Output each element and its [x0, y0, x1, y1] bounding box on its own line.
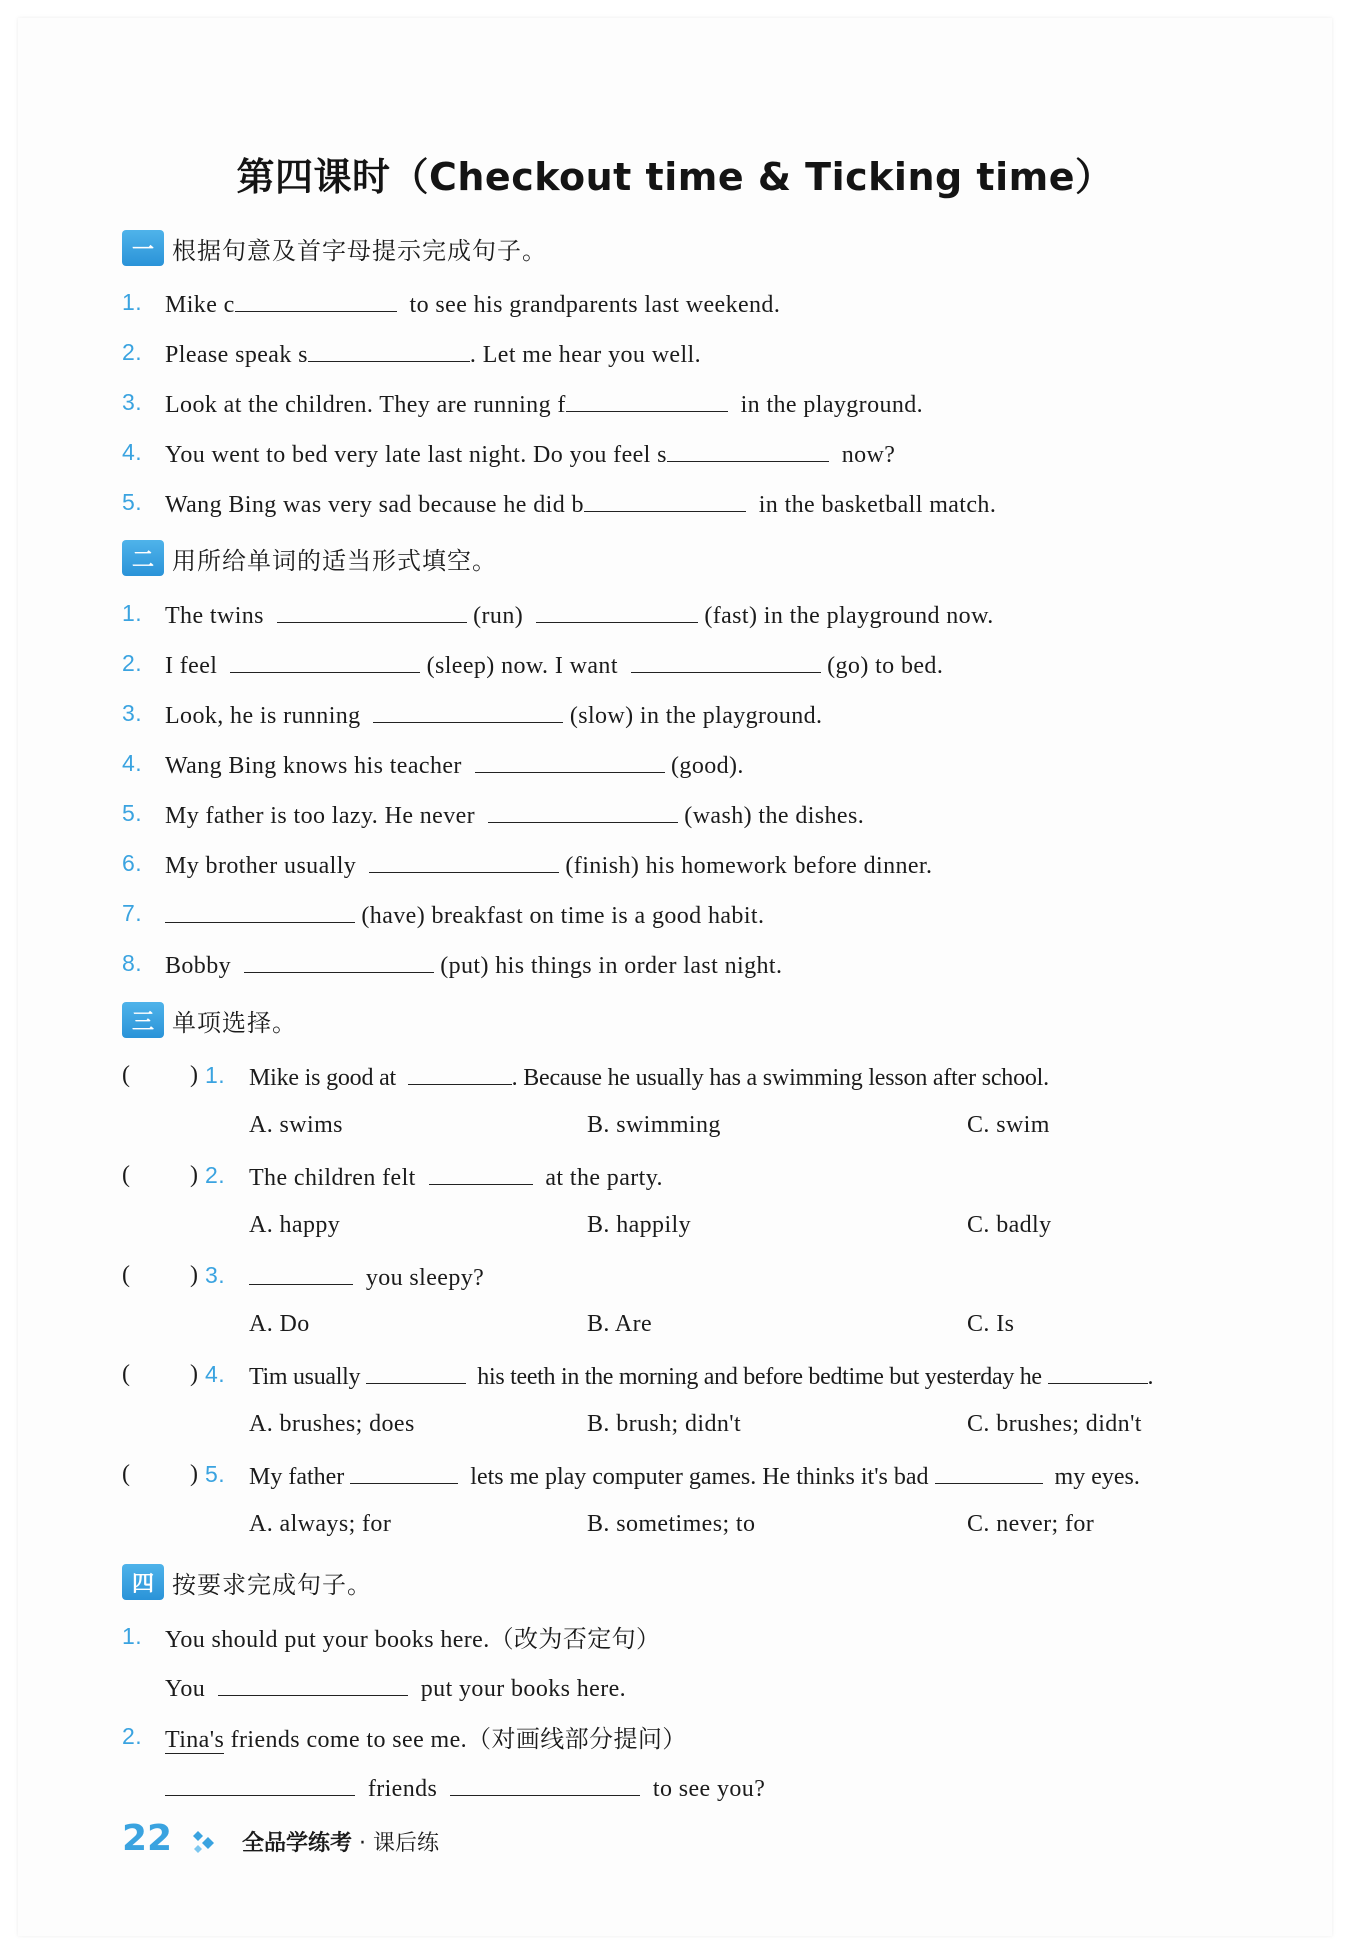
- question-text-b: to see his grandparents last weekend.: [409, 292, 781, 318]
- answer-text-b: put your books here.: [420, 1676, 627, 1702]
- question-text-b: (wash) the dishes.: [684, 803, 865, 829]
- answer-blank[interactable]: [218, 1669, 408, 1696]
- answer-blank[interactable]: [566, 385, 728, 412]
- question-text-c: (go) to bed.: [827, 653, 944, 679]
- answer-paren-close: ): [190, 1261, 199, 1288]
- option-a[interactable]: A. always; for: [249, 1510, 392, 1537]
- option-c[interactable]: C. badly: [967, 1211, 1052, 1238]
- question-text: [165, 596, 994, 630]
- question-number: 2.: [122, 338, 142, 365]
- question-text-b: (put) his things in order last night.: [440, 953, 783, 979]
- option-b[interactable]: B. happily: [587, 1211, 691, 1238]
- question-text: You should put your books here.（改为否定句）: [165, 1626, 661, 1653]
- question-text-a: My brother usually: [165, 853, 357, 879]
- option-b[interactable]: B. brush; didn't: [587, 1410, 742, 1437]
- question-text: [165, 385, 923, 419]
- answer-paren-open[interactable]: (: [122, 1061, 131, 1088]
- answer-paren-open[interactable]: (: [122, 1161, 131, 1188]
- section-4-header: [122, 1562, 372, 1602]
- section-title: 单项选择。: [172, 1008, 297, 1037]
- answer-blank[interactable]: [631, 646, 821, 673]
- page-title: 第四课时（Checkout time & Ticking time）: [236, 155, 1114, 199]
- question-text-a: Mike c: [165, 292, 235, 318]
- section-3-header: [122, 1000, 297, 1040]
- answer-blank[interactable]: [488, 796, 678, 823]
- answer-blank[interactable]: [277, 596, 467, 623]
- question-text-b: . Because he usually has a swimming lesson after school.: [511, 1065, 1049, 1091]
- question-number: 1.: [122, 599, 142, 626]
- answer-blank[interactable]: [373, 696, 563, 723]
- underlined-word: Tina's: [165, 1726, 225, 1753]
- section-1-header: [122, 228, 547, 268]
- question-text-a: My father is too lazy. He never: [165, 803, 476, 829]
- question-text: [165, 485, 996, 519]
- page-number: 22: [122, 1818, 173, 1859]
- section-title: 根据句意及首字母提示完成句子。: [172, 236, 547, 265]
- question-number: 4.: [122, 438, 142, 465]
- question-text-a: My father: [249, 1464, 345, 1490]
- answer-blank[interactable]: [249, 1258, 353, 1285]
- option-c[interactable]: C. brushes; didn't: [967, 1410, 1142, 1437]
- question-number: 2.: [122, 1722, 142, 1749]
- question-text: [165, 335, 701, 369]
- answer-blank[interactable]: [475, 746, 665, 773]
- question-text-a: I feel: [165, 653, 218, 679]
- question-text-b: in the basketball match.: [758, 492, 997, 518]
- section-badge: 一: [122, 230, 164, 266]
- question-text: [165, 946, 782, 980]
- section-badge: 四: [122, 1564, 164, 1600]
- question-number: 2.: [122, 649, 142, 676]
- answer-line: [165, 1669, 626, 1703]
- question-number: 5.: [205, 1460, 225, 1487]
- question-number: 4.: [122, 749, 142, 776]
- question-text-b: . Let me hear you well.: [469, 342, 702, 368]
- question-number: 1.: [122, 1622, 142, 1649]
- option-b[interactable]: B. Are: [587, 1310, 653, 1337]
- question-text-c: .: [1147, 1364, 1154, 1390]
- answer-blank[interactable]: [165, 896, 355, 923]
- answer-blank[interactable]: [1048, 1357, 1148, 1384]
- answer-text-b: to see you?: [652, 1776, 766, 1802]
- question-text-a: Tim usually: [249, 1364, 361, 1390]
- question-text-rest: friends come to see me.（对画线部分提问）: [224, 1726, 687, 1753]
- answer-paren-close: ): [190, 1460, 199, 1487]
- section-title: 按要求完成句子。: [172, 1570, 372, 1599]
- answer-blank[interactable]: [369, 846, 559, 873]
- question-text-b: (run): [473, 603, 524, 629]
- question-text: [165, 646, 943, 680]
- answer-blank[interactable]: [450, 1769, 640, 1796]
- answer-paren-open[interactable]: (: [122, 1360, 131, 1387]
- answer-paren-close: ): [190, 1061, 199, 1088]
- answer-blank[interactable]: [667, 435, 829, 462]
- option-a[interactable]: A. brushes; does: [249, 1410, 415, 1437]
- question-text-a: Look, he is running: [165, 703, 361, 729]
- question-text: [165, 796, 864, 830]
- question-number: 3.: [122, 388, 142, 415]
- question-text-a: Look at the children. They are running f: [165, 392, 566, 418]
- option-a[interactable]: A. happy: [249, 1211, 341, 1238]
- answer-blank[interactable]: [536, 596, 698, 623]
- question-text-b: (good).: [671, 753, 744, 779]
- question-text-c: (fast) in the playground now.: [704, 603, 994, 629]
- answer-blank[interactable]: [230, 646, 420, 673]
- answer-blank[interactable]: [165, 1769, 355, 1796]
- question-text-a: The twins: [165, 603, 264, 629]
- diamond-logo-icon: [192, 1829, 218, 1860]
- answer-blank[interactable]: [366, 1357, 466, 1384]
- question-text-a: Wang Bing knows his teacher: [165, 753, 462, 779]
- option-b[interactable]: B. swimming: [587, 1111, 721, 1138]
- question-text: [165, 846, 932, 880]
- question-text-a: Please speak s: [165, 342, 308, 368]
- question-number: 1.: [122, 288, 142, 315]
- question-number: 3.: [205, 1261, 225, 1288]
- brand-name: 全品学练考: [242, 1831, 353, 1856]
- question-text-a: You went to bed very late last night. Do you feel s: [165, 442, 667, 468]
- question-text: [165, 285, 780, 319]
- option-b[interactable]: B. sometimes; to: [587, 1510, 756, 1537]
- question-text: [165, 1719, 687, 1754]
- answer-blank[interactable]: [408, 1058, 512, 1085]
- question-text-b: his teeth in the morning and before bedtime but yesterday he: [477, 1364, 1042, 1390]
- question-number: 6.: [122, 849, 142, 876]
- section-badge: 三: [122, 1002, 164, 1038]
- option-a[interactable]: A. Do: [249, 1310, 310, 1337]
- question-text-a: Bobby: [165, 953, 232, 979]
- question-number: 5.: [122, 488, 142, 515]
- question-text-a: Mike is good at: [249, 1065, 396, 1091]
- answer-blank[interactable]: [350, 1457, 458, 1484]
- question-text-a: (have) breakfast on time is a good habit.: [361, 903, 765, 929]
- question-text-b: (slow) in the playground.: [569, 703, 823, 729]
- question-number: 1.: [205, 1061, 225, 1088]
- question-number: 8.: [122, 949, 142, 976]
- question-number: 5.: [122, 799, 142, 826]
- answer-paren-close: ): [190, 1360, 199, 1387]
- answer-blank[interactable]: [429, 1158, 533, 1185]
- answer-paren-close: ): [190, 1161, 199, 1188]
- question-text-b: in the playground.: [740, 392, 924, 418]
- section-2-header: [122, 538, 497, 578]
- question-number: 3.: [122, 699, 142, 726]
- question-text-b: at the party.: [545, 1165, 663, 1191]
- answer-blank[interactable]: [244, 946, 434, 973]
- question-text-b: (finish) his homework before dinner.: [565, 853, 933, 879]
- question-number: 7.: [122, 899, 142, 926]
- question-text: [165, 435, 895, 469]
- brand-separator: ·: [359, 1831, 367, 1856]
- question-text: [165, 896, 764, 930]
- question-text-a: you sleepy?: [365, 1265, 485, 1291]
- answer-text-a: You: [165, 1676, 206, 1702]
- option-c[interactable]: C. never; for: [967, 1510, 1095, 1537]
- question-text-a: Wang Bing was very sad because he did b: [165, 492, 584, 518]
- question-text-a: The children felt: [249, 1165, 416, 1191]
- question-stem: [249, 1357, 1153, 1391]
- option-a[interactable]: A. swims: [249, 1111, 343, 1138]
- question-text-b: now?: [841, 442, 896, 468]
- section-badge: 二: [122, 540, 164, 576]
- answer-paren-open[interactable]: (: [122, 1261, 131, 1288]
- brand-sub: 课后练: [373, 1831, 440, 1856]
- option-c[interactable]: C. Is: [967, 1310, 1015, 1337]
- answer-blank[interactable]: [584, 485, 746, 512]
- question-text-c: my eyes.: [1054, 1464, 1140, 1490]
- question-text: [165, 746, 744, 780]
- question-number: 4.: [205, 1360, 225, 1387]
- answer-line: [165, 1769, 765, 1803]
- answer-paren-open[interactable]: (: [122, 1460, 131, 1487]
- answer-text-a: friends: [367, 1776, 438, 1802]
- question-text: [165, 696, 822, 730]
- question-stem: [249, 1058, 1049, 1092]
- question-text-b: lets me play computer games. He thinks it's bad: [470, 1464, 929, 1490]
- answer-blank[interactable]: [935, 1457, 1043, 1484]
- question-number: 2.: [205, 1161, 225, 1188]
- question-stem: [249, 1457, 1140, 1491]
- question-text-b: (sleep) now. I want: [426, 653, 618, 679]
- footer-brand: [242, 1826, 439, 1857]
- section-title: 用所给单词的适当形式填空。: [172, 546, 497, 575]
- question-stem: [249, 1158, 663, 1192]
- answer-blank[interactable]: [235, 285, 397, 312]
- option-c[interactable]: C. swim: [967, 1111, 1050, 1138]
- answer-blank[interactable]: [308, 335, 470, 362]
- question-stem: [249, 1258, 484, 1292]
